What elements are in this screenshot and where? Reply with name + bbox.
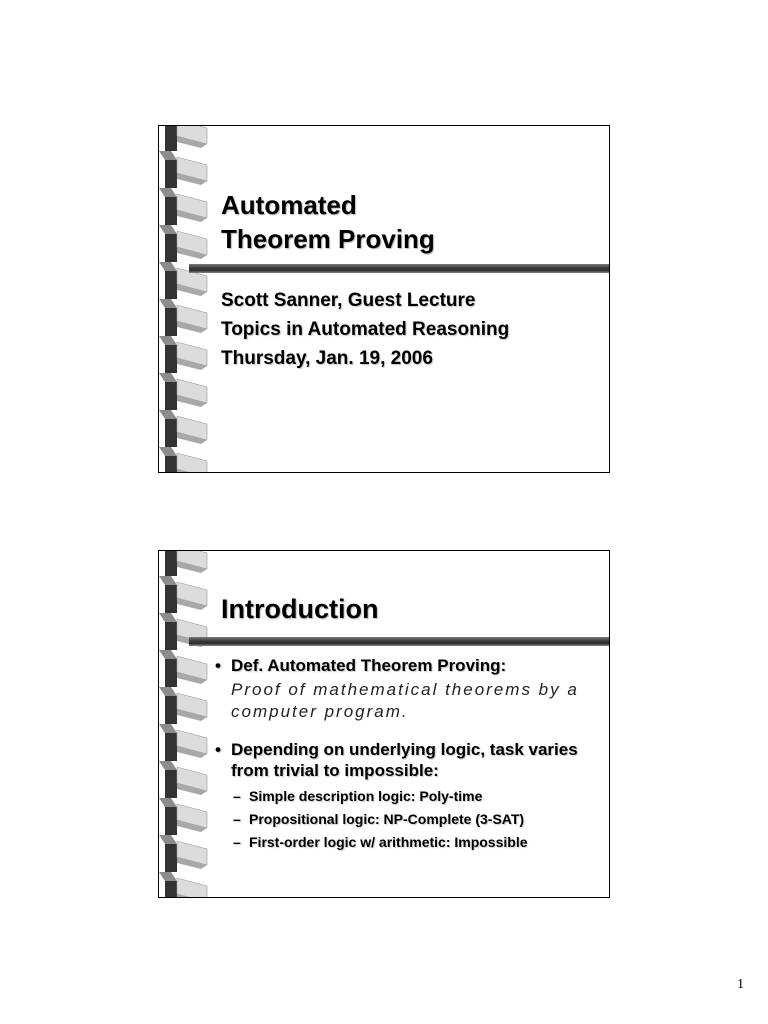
slide-1 bbox=[158, 125, 610, 473]
sub-bullet-item bbox=[233, 785, 601, 808]
title-rule bbox=[189, 264, 609, 273]
bullet-item bbox=[211, 739, 601, 781]
page-number: 1 bbox=[737, 977, 744, 992]
slide-title bbox=[221, 188, 435, 256]
title-line-2: Theorem Proving bbox=[221, 224, 435, 254]
sub-bullet-text: Simple description logic: Poly-time bbox=[249, 788, 483, 804]
dash-icon: – bbox=[233, 811, 241, 827]
title-rule bbox=[189, 637, 609, 646]
slide-2 bbox=[158, 550, 610, 898]
sub-bullet-text: Propositional logic: NP-Complete (3-SAT) bbox=[249, 811, 525, 827]
title-line-1: Automated bbox=[221, 190, 357, 220]
slide-title: Introduction bbox=[221, 594, 379, 624]
slide-body bbox=[211, 655, 601, 854]
ribbon-decoration bbox=[159, 126, 211, 472]
bullet-icon: • bbox=[215, 740, 221, 759]
dash-icon: – bbox=[233, 788, 241, 804]
subtitle-list bbox=[221, 286, 509, 373]
sub-bullet-item bbox=[233, 831, 601, 854]
bullet-text: Depending on underlying logic, task varies from trivial to impossible: bbox=[231, 740, 578, 780]
dash-icon: – bbox=[233, 834, 241, 850]
bullet-text: Def. Automated Theorem Proving: bbox=[231, 656, 507, 675]
presenter-line: Scott Sanner, Guest Lecture bbox=[221, 290, 476, 311]
sub-bullet-list bbox=[233, 785, 601, 854]
bullet-item bbox=[211, 655, 601, 676]
ribbon-decoration bbox=[159, 551, 211, 897]
definition-text: Proof of mathematical theorems by a computer program. bbox=[231, 680, 579, 721]
date-line: Thursday, Jan. 19, 2006 bbox=[221, 348, 433, 369]
bullet-icon: • bbox=[215, 656, 221, 675]
course-line: Topics in Automated Reasoning bbox=[221, 319, 510, 340]
sub-bullet-text: First-order logic w/ arithmetic: Impossible bbox=[249, 834, 528, 850]
sub-bullet-item bbox=[233, 808, 601, 831]
